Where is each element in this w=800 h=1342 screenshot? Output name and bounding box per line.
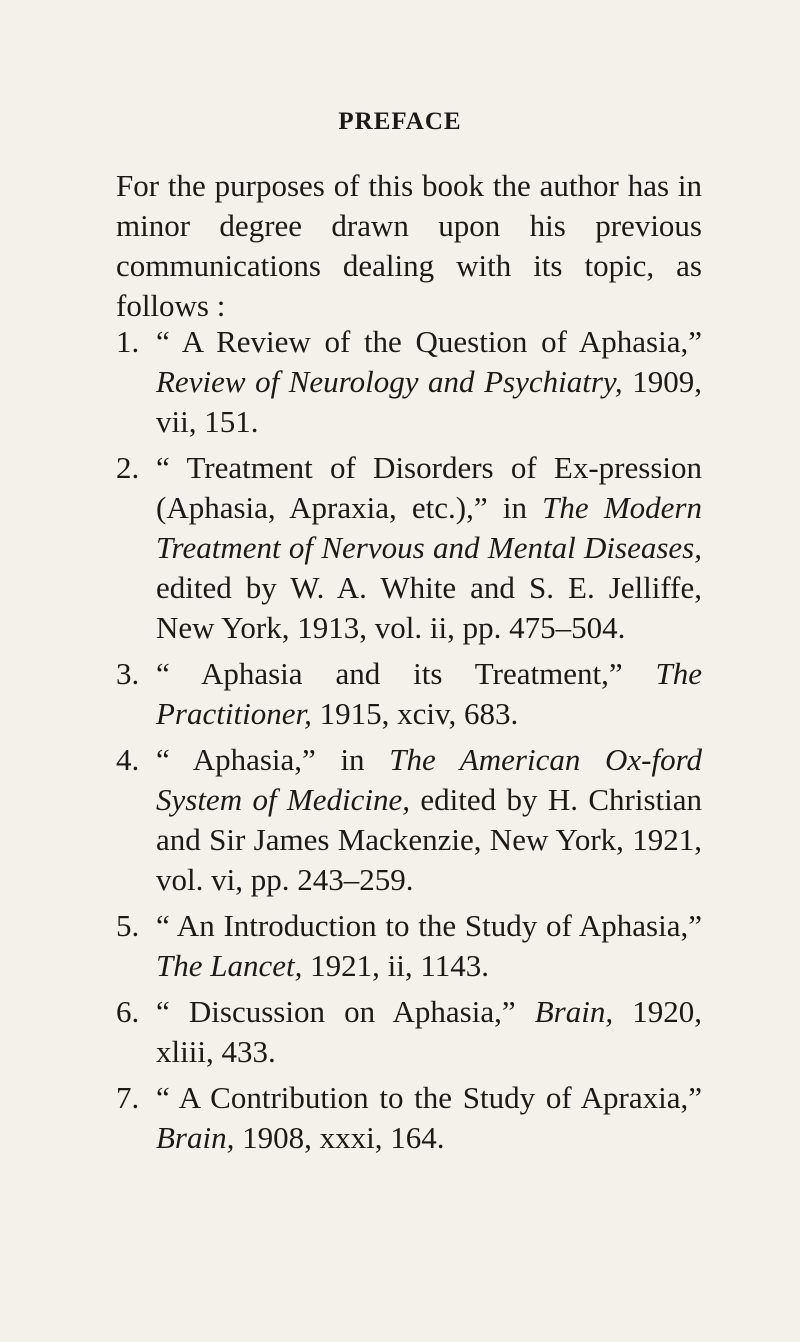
reference-text	[156, 1078, 702, 1158]
reference-number: 2.	[116, 450, 140, 485]
reference-title: “ Treatment of Disorders of Ex-pression (Aphasia, Apraxia, etc.),” in	[156, 450, 702, 525]
reference-number: 6.	[116, 994, 140, 1029]
reference-source: The Lancet,	[156, 948, 303, 983]
reference-item	[116, 322, 702, 442]
page-heading: PREFACE	[338, 108, 462, 135]
reference-details: edited by H. Christian and Sir James Mackenzie, New York, 1921, vol. vi, pp. 243–259.	[156, 782, 702, 897]
reference-text	[156, 448, 702, 648]
reference-number: 5.	[116, 908, 140, 943]
reference-source: Review of Neurology and Psychiatry,	[156, 364, 623, 399]
reference-number: 7.	[116, 1080, 140, 1115]
reference-details: 1909, vii, 151.	[156, 364, 702, 439]
reference-item	[116, 448, 702, 648]
reference-title: “ A Contribution to the Study of Apraxia,”	[156, 1080, 702, 1115]
reference-source: Brain,	[156, 1120, 235, 1155]
reference-item	[116, 992, 702, 1072]
reference-text	[156, 740, 702, 900]
reference-list	[116, 322, 702, 1164]
reference-details: 1915, xciv, 683.	[311, 696, 519, 731]
preface-intro-paragraph: For the purposes of this book the author has in minor degree drawn upon his previous communications dealing with its topic, as follows :	[116, 168, 702, 323]
reference-title: “ Aphasia and its Treatment,”	[156, 656, 656, 691]
reference-number: 3.	[116, 656, 140, 691]
reference-text	[156, 322, 702, 442]
reference-item	[116, 654, 702, 734]
reference-text	[156, 992, 702, 1072]
reference-item	[116, 740, 702, 900]
reference-number: 4.	[116, 742, 140, 777]
reference-title: “ Discussion on Aphasia,”	[156, 994, 535, 1029]
reference-source: The American Ox-ford System of Medicine,	[156, 742, 702, 817]
reference-details: 1908, xxxi, 164.	[234, 1120, 445, 1155]
reference-title: “ A Review of the Question of Aphasia,”	[156, 324, 702, 359]
reference-number: 1.	[116, 324, 140, 359]
reference-details: 1921, ii, 1143.	[302, 948, 489, 983]
reference-source: Brain,	[534, 994, 614, 1029]
reference-title: “ An Introduction to the Study of Aphasia,”	[156, 908, 702, 943]
reference-text	[156, 906, 702, 986]
reference-details: edited by W. A. White and S. E. Jelliffe, New York, 1913, vol. ii, pp. 475–504.	[156, 570, 702, 645]
reference-item	[116, 906, 702, 986]
reference-item	[116, 1078, 702, 1158]
reference-source: The Practitioner,	[156, 656, 702, 731]
reference-text	[156, 654, 702, 734]
reference-source: The Modern Treatment of Nervous and Mental Diseases,	[156, 490, 702, 565]
reference-details: 1920, xliii, 433.	[156, 994, 702, 1069]
reference-title: “ Aphasia,” in	[156, 742, 390, 777]
